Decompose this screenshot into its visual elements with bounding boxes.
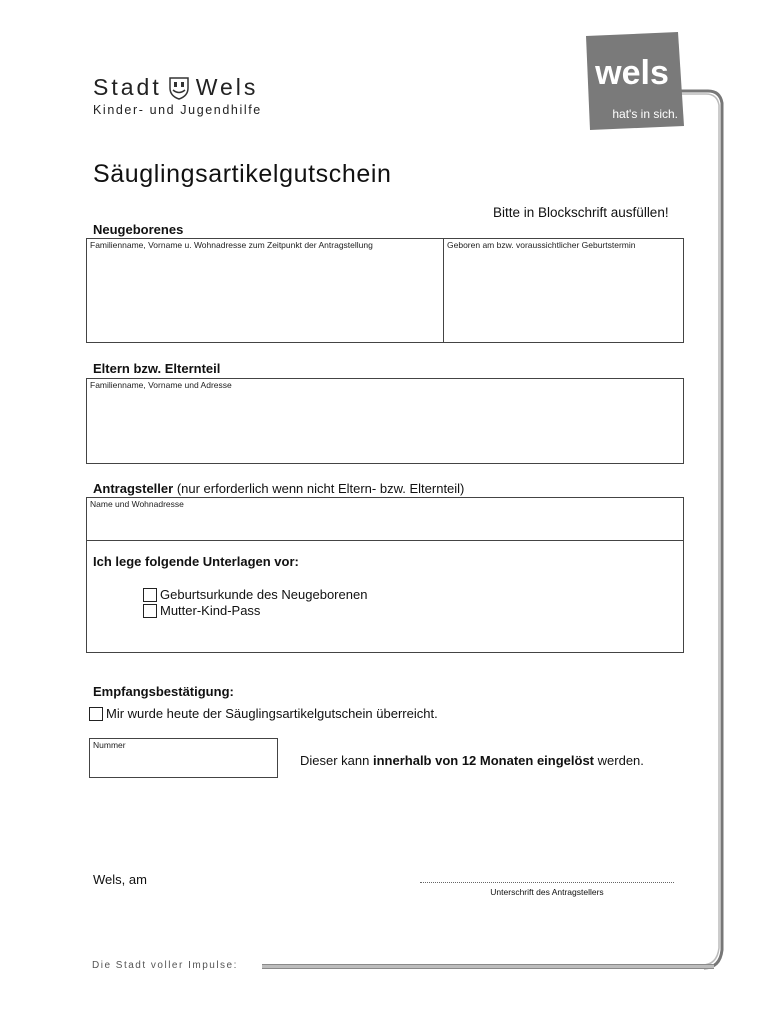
mother-child-pass-checkbox[interactable] (143, 604, 157, 618)
applicant-box (86, 497, 684, 653)
instruction-text: Bitte in Blockschrift ausfüllen! (493, 205, 669, 220)
place-date-label: Wels, am (93, 872, 147, 887)
footer-slogan: Die Stadt voller Impulse: (92, 960, 238, 971)
receipt-confirmation[interactable] (89, 706, 438, 721)
validity-emphasis: innerhalb von 12 Monaten eingelöst (372, 753, 595, 768)
mother-child-pass-label: Mutter-Kind-Pass (160, 603, 261, 618)
signature-caption: Unterschrift des Antragstellers (490, 887, 604, 897)
applicant-heading-note: (nur erforderlich wenn nicht Eltern- bzw. Elternteil) (176, 481, 465, 496)
receipt-checkbox[interactable] (89, 707, 103, 721)
parents-field[interactable] (86, 378, 684, 464)
wels-logo (580, 32, 684, 130)
newborn-name-address-field[interactable] (87, 239, 444, 342)
parents-field-label: Familienname, Vorname und Adresse (90, 380, 232, 390)
document-title: Säuglingsartikelgutschein (93, 160, 392, 188)
signature-line[interactable] (420, 882, 674, 883)
document-option-mother-child-pass[interactable] (143, 603, 260, 618)
validity-suffix: werden. (594, 753, 644, 768)
org-name-left: Stadt (93, 74, 162, 100)
newborn-birth-date-field[interactable] (444, 239, 683, 342)
validity-note (300, 753, 644, 768)
birth-certificate-checkbox[interactable] (143, 588, 157, 602)
voucher-number-field[interactable] (89, 738, 278, 778)
department-name: Kinder- und Jugendhilfe (93, 103, 262, 117)
newborn-box (86, 238, 684, 343)
document-option-birth-certificate[interactable] (143, 587, 367, 602)
birth-certificate-label: Geburtsurkunde des Neugeborenen (160, 587, 368, 602)
applicant-heading-main: Antragsteller (93, 481, 174, 496)
logo-word: wels (595, 54, 669, 92)
org-name (93, 74, 258, 101)
newborn-name-address-label: Familienname, Vorname u. Wohnadresse zum Zeitpunkt der Antragstellung (90, 240, 373, 250)
applicant-name-address-field[interactable] (87, 498, 683, 541)
parents-heading: Eltern bzw. Elternteil (93, 361, 221, 376)
validity-prefix: Dieser kann (300, 753, 373, 768)
receipt-heading: Empfangsbestätigung: (93, 684, 234, 699)
receipt-confirmation-text: Mir wurde heute der Säuglingsartikelgutschein überreicht. (106, 706, 438, 721)
applicant-heading (93, 481, 464, 496)
coat-of-arms-icon (168, 76, 190, 100)
documents-heading: Ich lege folgende Unterlagen vor: (93, 554, 299, 569)
logo-tagline: hat's in sich. (612, 107, 678, 121)
applicant-field-label: Name und Wohnadresse (90, 499, 184, 509)
footer-rule (262, 964, 714, 969)
newborn-birth-date-label: Geboren am bzw. voraussichtlicher Geburtstermin (447, 240, 636, 250)
newborn-heading: Neugeborenes (93, 222, 184, 237)
org-name-right: Wels (195, 74, 259, 100)
voucher-number-label: Nummer (93, 740, 126, 750)
